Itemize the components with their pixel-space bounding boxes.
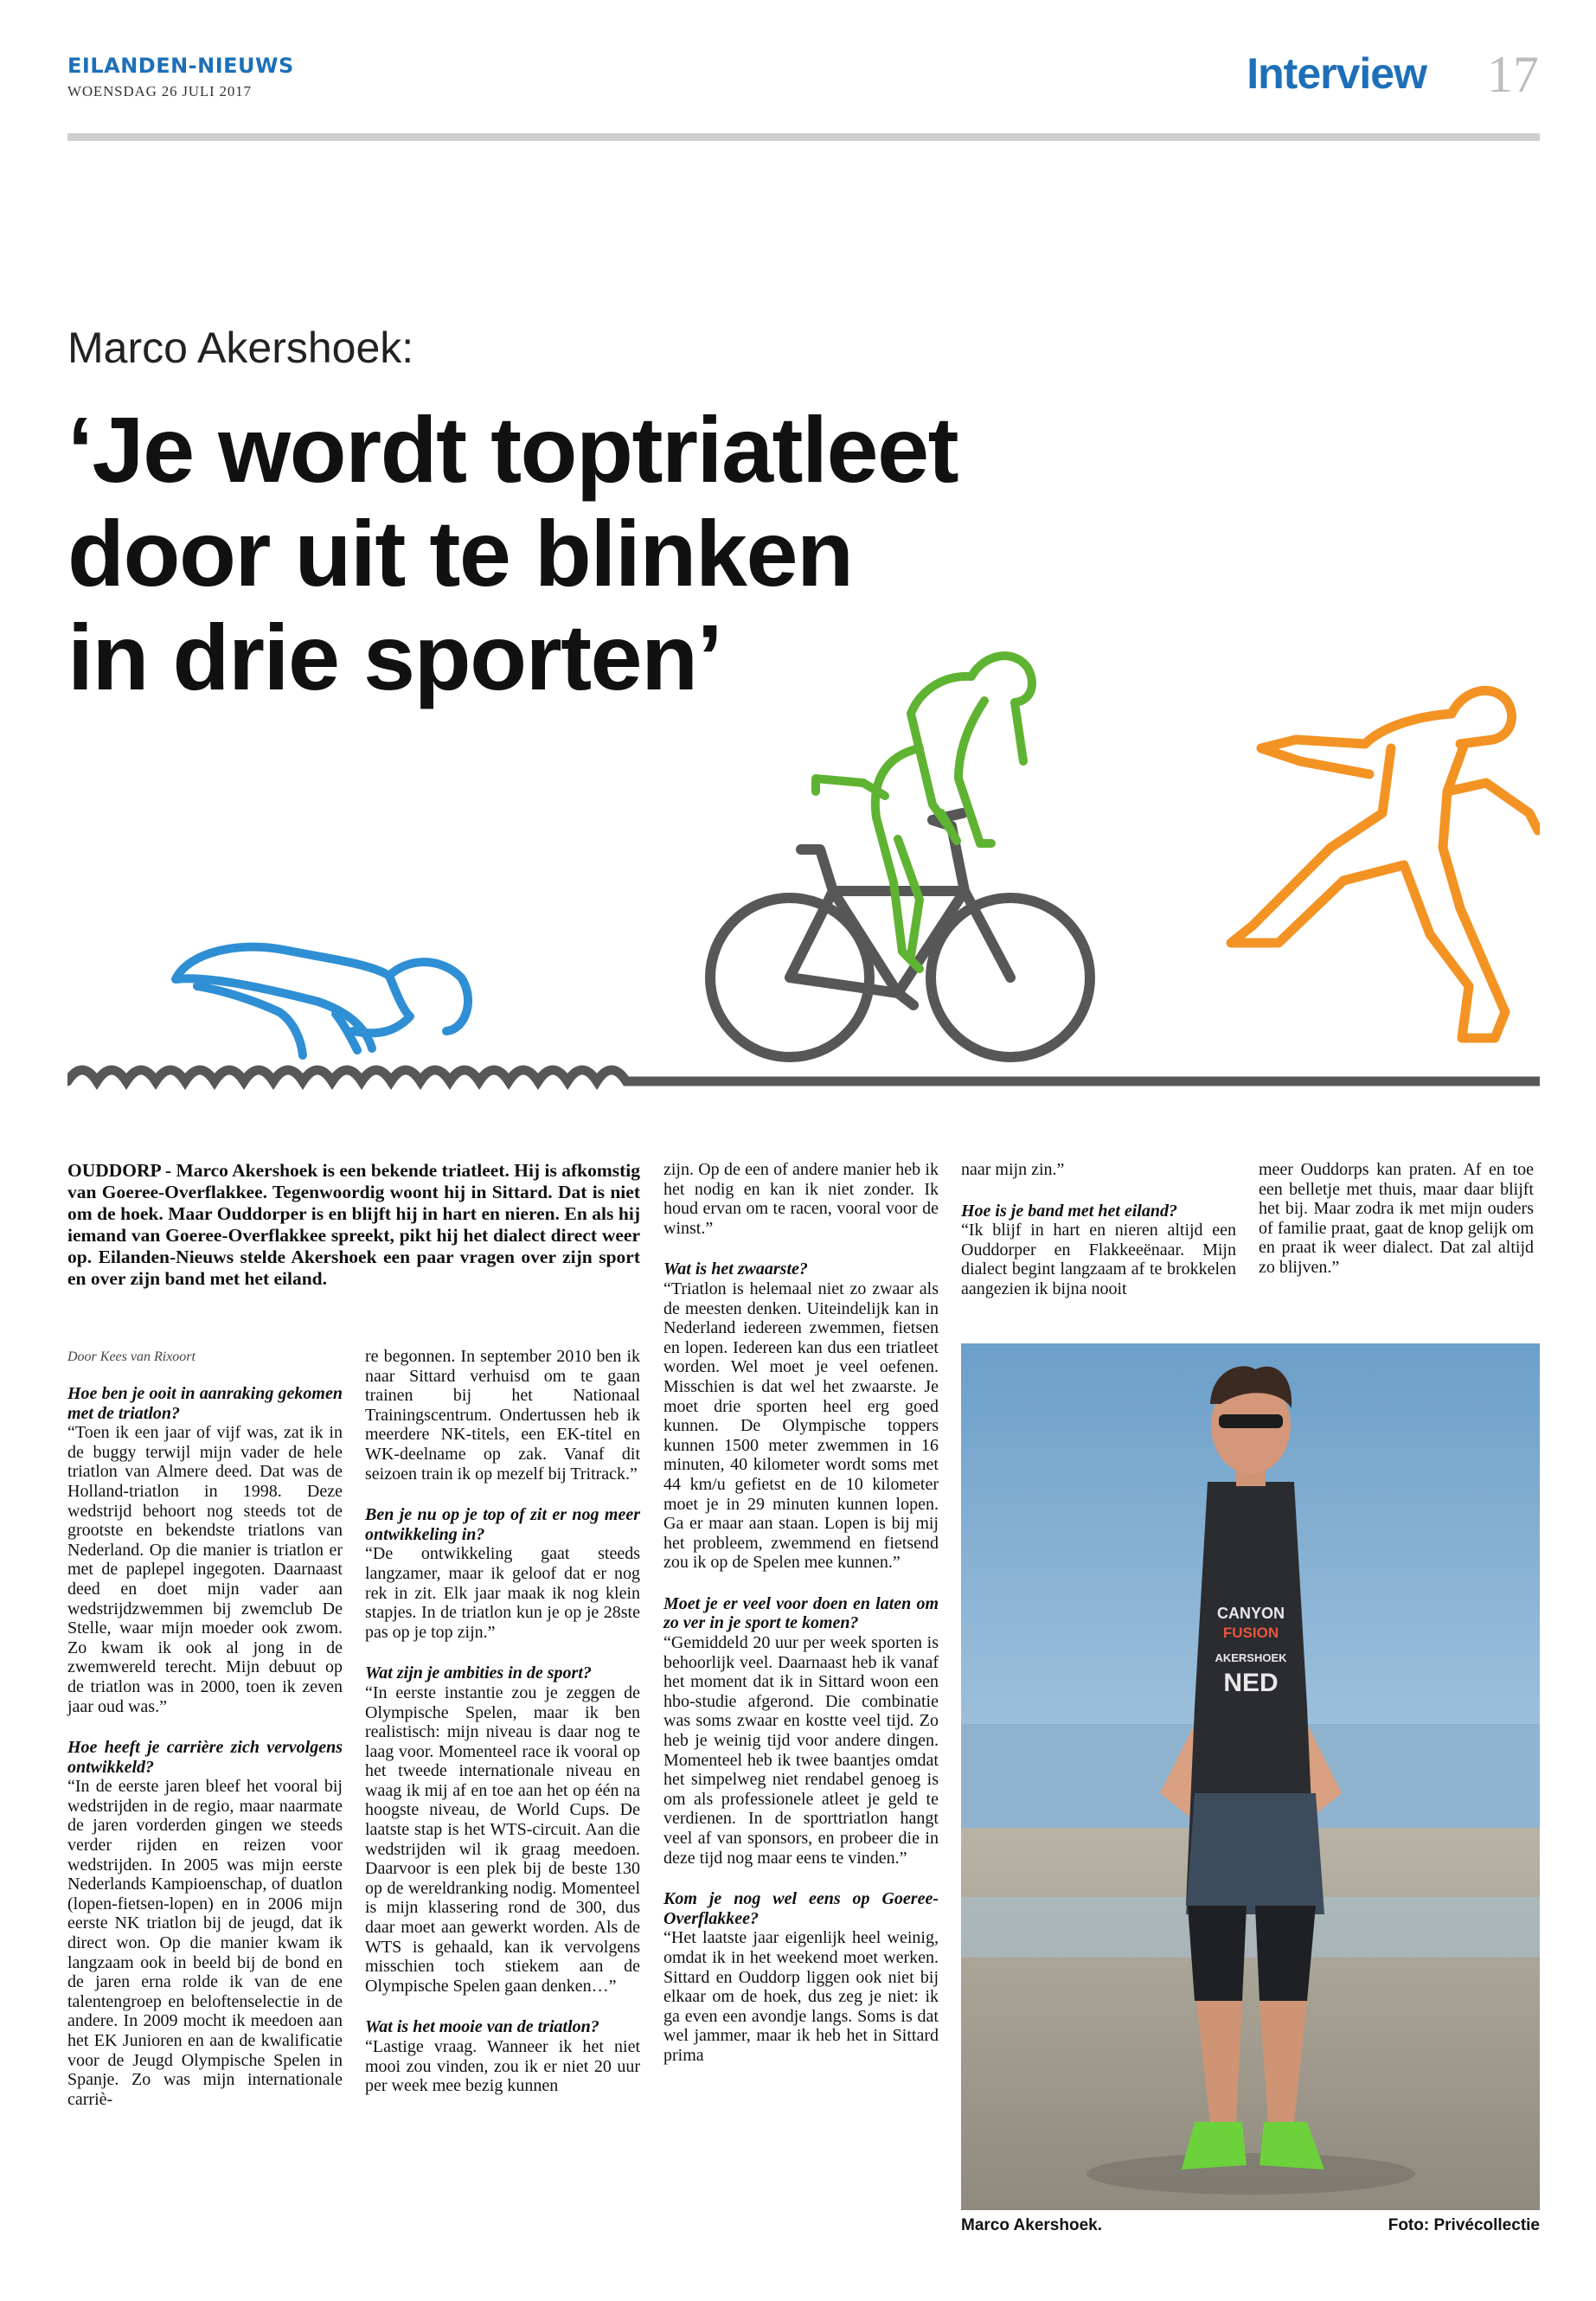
section-title: Interview bbox=[1247, 49, 1426, 98]
article-column-5 bbox=[1259, 1160, 1534, 1299]
answer: “Toen ik een jaar of vijf was, zat ik in de buggy terwijl mijn vader de hele triatlon van Almere deed. Dat was de Holland-triatlon in 1998. Deze wedstrijd behoort nog steeds tot de grootste en bekendste triatlons van Nederland. Op die manier is triatlon er met de paplepel ingegoten. Daarnaast deed en doet mijn vader aan wedstrijdzwemmen bij zwemclub De Stelle, waar mijn moeder ook zwom. Zo kwam ik ook al jong in de zwemwereld terecht. Mijn debuut op de triatlon was in 2000, toen ik zeven jaar oud was.” bbox=[67, 1423, 343, 1716]
athlete-photo bbox=[961, 1343, 1540, 2210]
question: Wat zijn je ambities in de sport? bbox=[365, 1663, 592, 1683]
headline-line-2: door uit te blinken bbox=[67, 501, 853, 606]
swimmer-figure bbox=[176, 947, 468, 1055]
photo-credit: Foto: Privécollectie bbox=[1388, 2216, 1540, 2234]
newspaper-logo: EILANDEN-NIEUWS bbox=[67, 54, 294, 78]
question: Hoe ben je ooit in aanraking gekomen met de triatlon? bbox=[67, 1384, 343, 1423]
masthead bbox=[67, 55, 294, 100]
question: Wat is het zwaarste? bbox=[663, 1259, 808, 1279]
lead-paragraph: OUDDORP - Marco Akershoek is een bekende triatleet. Hij is afkomstig van Goeree-Overflakkee. Tegenwoordig woont hij in Sittard. Dat is niet om de hoek. Maar Ouddorper is en blijft hij in hart en nieren. En als hij iemand van Goeree-Overflakkee spreekt, pikt hij het dialect direct weer op. Eilanden-Nieuws stelde Akershoek een paar vragen over zijn sport en over zijn band met het eiland. bbox=[67, 1160, 640, 1289]
headline-line-3: in drie sporten’ bbox=[67, 605, 722, 709]
answer: “Triatlon is helemaal niet zo zwaar als de meesten denken. Uiteindelijk kan in Nederland iedereen zwemmen, fietsen en lopen. Iedereen kan dus een triatleet worden. Wel moet je veel oefenen. Misschien is dat wel het zwaarste. Je moet drie sporten heel erg goed kunnen. De Olympische toppers kunnen 1500 meter zwemmen in 16 minuten, 40 kilometer wordt soms met 44 km/u gefietst en de 10 kilometer moet je in 29 minuten kunnen lopen. Ga er maar aan staan. Lopen is bij mij het probleem, zwemmend en fietsend zou ik op de Spelen mee kunnen.” bbox=[663, 1279, 939, 1573]
runner-figure bbox=[1231, 690, 1538, 1038]
athlete-photo-illustration bbox=[961, 1343, 1540, 2210]
photo-caption: Marco Akershoek. bbox=[961, 2216, 1102, 2234]
byline: Door Kees van Rixoort bbox=[67, 1349, 195, 1364]
question: Moet je er veel voor doen en laten om zo ver in je sport te komen? bbox=[663, 1593, 939, 1633]
kicker: Marco Akershoek: bbox=[67, 324, 414, 372]
triathlon-illustration bbox=[67, 606, 1540, 1099]
answer: meer Ouddorps kan praten. Af en toe een belletje met thuis, maar daar blijft het bij. Maar zodra ik met mijn ouders of familie praat, gaat de knop gelijk om en praat ik weer dialect. Dat zal altijd zo blijven.” bbox=[1259, 1160, 1534, 1277]
answer: naar mijn zin.” bbox=[961, 1160, 1065, 1179]
answer: zijn. Op de een of andere manier heb ik het nodig en kan ik niet zonder. Ik houd ervan om te racen, vooral voor de winst.” bbox=[663, 1160, 939, 1238]
issue-date: WOENSDAG 26 JULI 2017 bbox=[67, 83, 252, 99]
answer: “De ontwikkeling gaat steeds langzamer, maar ik geloof dat er nog rek in zit. Elk jaar maak ik nog klein stapjes. In de triatlon kun je op je 28ste pas op je top zijn.” bbox=[365, 1544, 640, 1642]
question: Hoe heeft je carrière zich vervolgens ontwikkeld? bbox=[67, 1738, 343, 1777]
page-number: 17 bbox=[1487, 46, 1539, 103]
jersey-name: AKERSHOEK bbox=[1215, 1651, 1287, 1664]
article-column-4 bbox=[961, 1160, 1236, 1321]
jersey-brand: CANYON bbox=[1216, 1605, 1285, 1622]
answer: “Het laatste jaar eigenlijk heel weinig, omdat ik in het weekend moet werken. Sittard en Ouddorp liggen ook niet bij elkaar om de hoek, dus zeg je niet: ik ga even een avondje langs. Soms is dat wel jammer, maar ik heb het in Sittard prima bbox=[663, 1928, 939, 2065]
question: Hoe is je band met het eiland? bbox=[961, 1201, 1177, 1221]
answer: “Ik blijf in hart en nieren altijd een Ouddorper en Flakkeeënaar. Mijn dialect begint langzaam af te brokkelen aangezien ik bijna nooit bbox=[961, 1221, 1236, 1298]
answer: “Gemiddeld 20 uur per week sporten is behoorlijk veel. Daarnaast heb ik vanaf het moment dat ik in Sittard woon een hbo-studie afgerond. Die combinatie was soms zwaar en kostte veel tijd. Zo heb je weinig tijd voor andere dingen. Momenteel heb ik twee baantjes omdat het simpelweg niet rendabel genoeg is om als professionele atleet je geld te verdienen. In de sporttriatlon hangt veel af van sponsors, en probeer die in deze tijd nog maar eens te vinden.” bbox=[663, 1633, 939, 1868]
question: Wat is het mooie van de triatlon? bbox=[365, 2017, 599, 2037]
article-column-3 bbox=[663, 1160, 939, 2087]
jersey-country: NED bbox=[1223, 1669, 1279, 1697]
article-column-1 bbox=[67, 1384, 343, 2131]
jersey-team: FUSION bbox=[1222, 1625, 1279, 1641]
wave-line bbox=[67, 1070, 1540, 1081]
header-rule bbox=[67, 133, 1540, 141]
answer: “In de eerste jaren bleef het vooral bij wedstrijden in de regio, maar naarmate de jaren vorderden gingen we steeds verder rijden en reizen voor wedstrijden. In 2005 was mijn eerste Nederlands Kampioenschap, of duatlon (lopen-fietsen-lopen) en in 2006 mijn eerste NK triatlon bij de jeugd, dat ik direct won. Op die manier kwam ik langzaam ook in beeld bij de bond en de jaren erna rolde ik van de ene talentengroep en beloftenselectie in de andere. In 2009 mocht ik meedoen aan het EK Junioren en aan de kwalificatie voor de Jeugd Olympische Spelen in Spanje. Zo was mijn internationale carriè- bbox=[67, 1777, 343, 2109]
question: Ben je nu op je top of zit er nog meer ontwikkeling in? bbox=[365, 1505, 640, 1544]
answer: “Lastige vraag. Wanneer ik het niet mooi zou vinden, zou ik er niet 20 uur per week mee bezig kunnen bbox=[365, 2037, 640, 2096]
answer: re begonnen. In september 2010 ben ik naar Sittard verhuisd om te gaan trainen bij het Nationaal Trainingscentrum. Ondertussen heb ik meerdere NK-titels, een EK-titel en WK-deelname op zak. Vanaf dit seizoen train ik op mezelf bij Tritrack.” bbox=[365, 1347, 640, 1484]
headline-line-1: ‘Je wordt toptriatleet bbox=[67, 397, 958, 502]
question: Kom je nog wel eens op Goeree-Overflakkee? bbox=[663, 1889, 939, 1928]
article-column-2 bbox=[365, 1347, 640, 2118]
answer: “In eerste instantie zou je zeggen de Olympische Spelen, maar ik ben realistisch: mijn niveau is daar nog te laag voor. Momenteel race ik vooral op het tweede internationale niveau en waag ik mij af en toe aan het op één na hoogste niveau, de World Cups. De laatste stap is het WTS-circuit. Aan die wedstrijden wil ik graag meedoen. Daarvoor is een plek bij de beste 130 op de wereldranking nodig. Momenteel is mijn klassering rond de 300, dus daar moet aan gewerkt worden. Als de WTS is gehaald, kan ik vervolgens misschien toch stiekem aan de Olympische Spelen gaan denken…” bbox=[365, 1682, 640, 1996]
